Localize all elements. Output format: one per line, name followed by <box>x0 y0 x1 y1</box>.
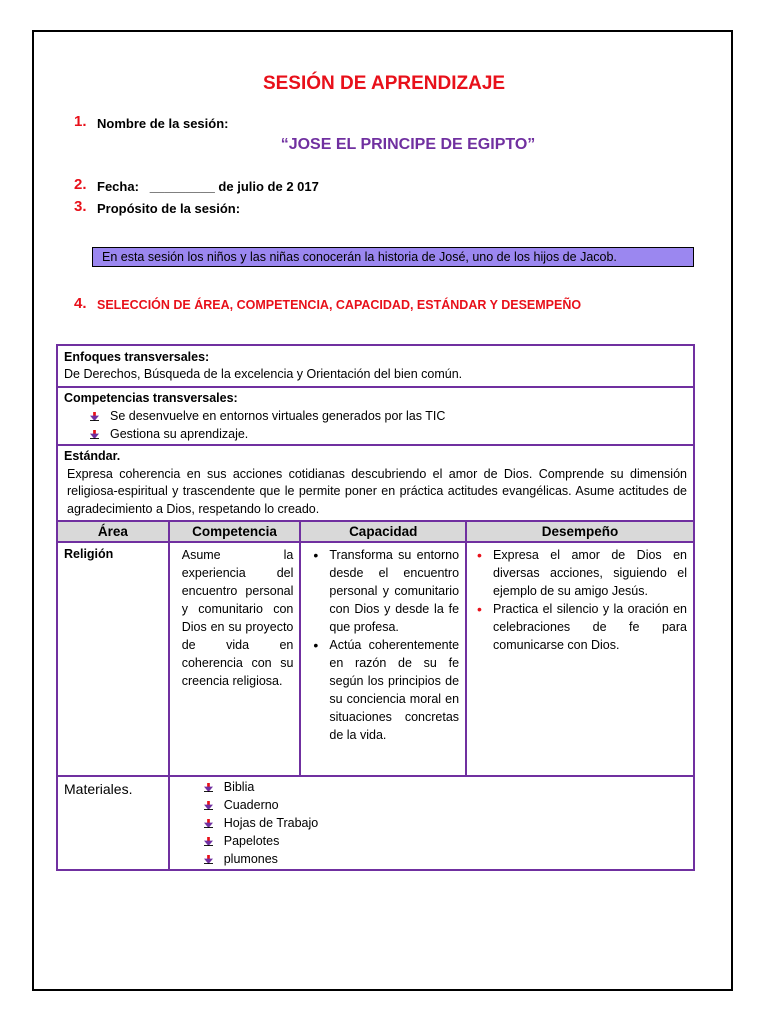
list-item: Cuaderno <box>204 796 687 814</box>
enfoques-label: Enfoques transversales: <box>64 350 210 364</box>
list-item: Se desenvuelve en entornos virtuales generados por las TIC <box>90 407 687 425</box>
competencias-row <box>57 387 694 445</box>
enfoques-text: De Derechos, Búsqueda de la excelencia y Orientación del bien común. <box>64 367 463 381</box>
arrow-bullet-icon <box>204 855 213 864</box>
bullet-icon: • <box>313 637 319 653</box>
purpose-text: En esta sesión los niños y las niñas conocerán la historia de José, uno de los hijos de Jacob. <box>92 247 694 267</box>
item-number-4: 4. <box>74 295 87 312</box>
session-name-label: Nombre de la sesión: <box>97 116 229 131</box>
materiales-row <box>57 776 694 870</box>
list-item: • Expresa el amor de Dios en diversas acciones, siguiendo el ejemplo de su amigo Jesús. <box>477 547 687 598</box>
header-area: Área <box>57 521 169 542</box>
document-title: SESIÓN DE APRENDIZAJE <box>262 73 506 94</box>
header-competencia: Competencia <box>169 521 301 542</box>
date-label: Fecha: _________ de julio de 2 017 <box>97 179 319 194</box>
item-number-2: 2. <box>74 176 87 193</box>
arrow-bullet-icon <box>90 430 99 439</box>
estandar-row <box>57 445 694 521</box>
competencia-cell: Asume la experiencia del encuentro personal y comunitario con Dios en su proyecto de vida en coherencia con su creencia religiosa. <box>169 542 301 776</box>
estandar-text: Expresa coherencia en sus acciones cotidianas descubriendo el amor de Dios. Comprende su dimensión religiosa-espiritual y trascendente que le permite poner en práctica actitudes evangélicas. Asume actitudes de agradecimiento a Dios, respetando lo creado. <box>67 466 687 516</box>
arrow-bullet-icon <box>204 837 213 846</box>
purpose-label: Propósito de la sesión: <box>97 201 241 216</box>
arrow-bullet-icon <box>204 801 213 810</box>
table-header-row <box>57 521 694 542</box>
list-item: Hojas de Trabajo <box>204 814 687 832</box>
area-cell: Religión <box>57 542 169 776</box>
list-item: • Practica el silencio y la oración en celebraciones de fe para comunicarse con Dios. <box>477 601 687 652</box>
bullet-icon: • <box>313 547 319 563</box>
list-item: Biblia <box>204 778 687 796</box>
bullet-icon: • <box>477 601 482 617</box>
table-row <box>57 542 694 776</box>
materiales-label: Materiales. <box>57 776 169 870</box>
enfoques-row <box>57 345 694 387</box>
list-item: plumones <box>204 850 687 868</box>
competencias-label: Competencias transversales: <box>64 391 238 405</box>
arrow-bullet-icon <box>204 783 213 792</box>
list-item: Papelotes <box>204 832 687 850</box>
list-item: • Transforma su entorno desde el encuentro personal y comunitario con Dios y desde la fe que profesa. <box>313 547 460 634</box>
header-capacidad: Capacidad <box>300 521 466 542</box>
session-name: “JOSE EL PRINCIPE DE EGIPTO” <box>280 136 536 153</box>
arrow-bullet-icon <box>204 819 213 828</box>
list-item: Gestiona su aprendizaje. <box>90 425 687 443</box>
arrow-bullet-icon <box>90 412 99 421</box>
list-item: • Actúa coherentemente en razón de su fe según los principios de su conciencia moral en situaciones concretas de la vida. <box>313 637 460 742</box>
bullet-icon: • <box>477 547 482 563</box>
item-number-3: 3. <box>74 198 87 215</box>
planning-table <box>56 344 695 871</box>
selection-heading: SELECCIÓN DE ÁREA, COMPETENCIA, CAPACIDAD, ESTÁNDAR Y DESEMPEÑO <box>97 298 582 312</box>
item-number-1: 1. <box>74 113 87 130</box>
estandar-label: Estándar. <box>64 449 121 463</box>
header-desempeno: Desempeño <box>466 521 694 542</box>
